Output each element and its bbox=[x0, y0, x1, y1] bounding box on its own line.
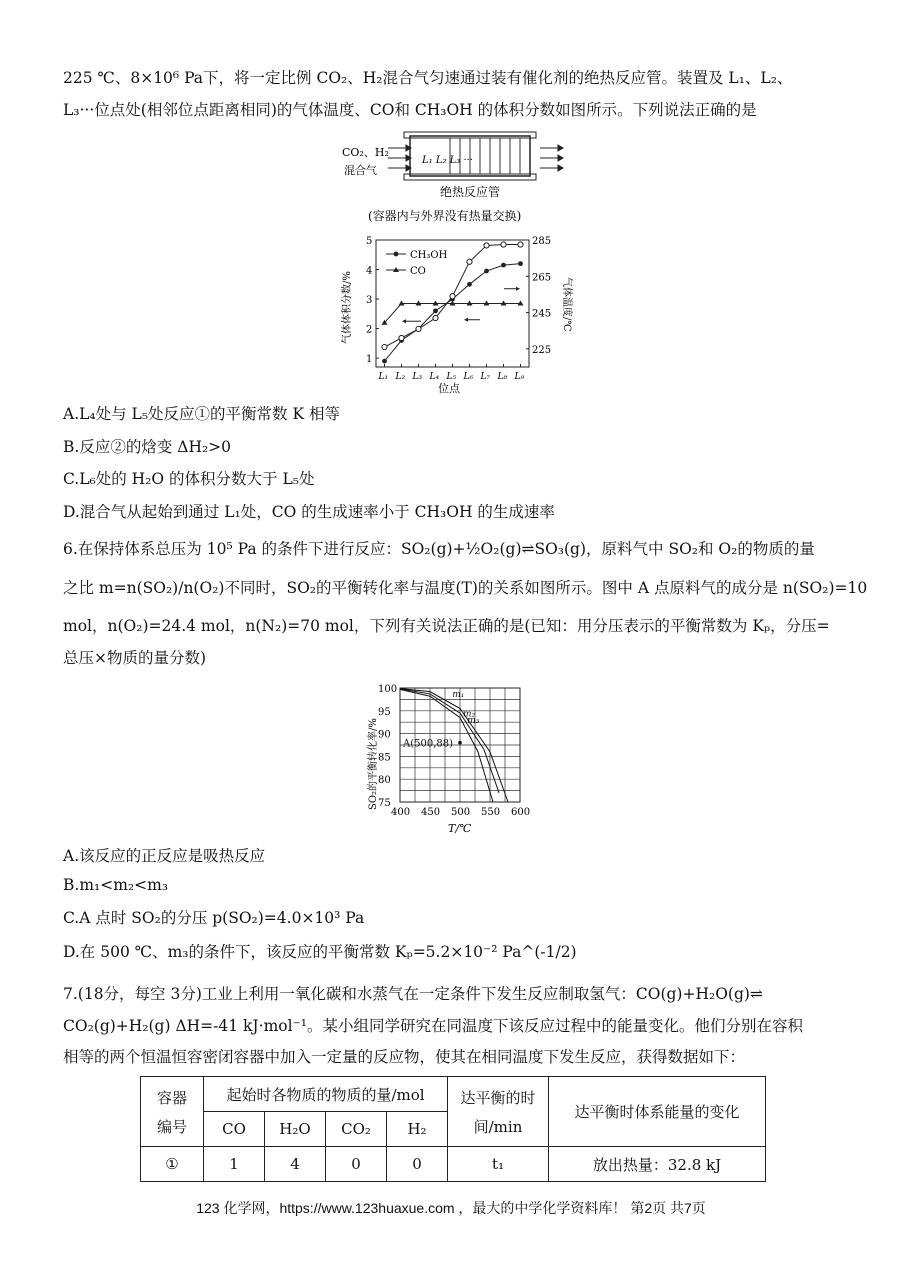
table-header-h2: H₂ bbox=[387, 1112, 448, 1147]
q6-option-d: D.在 500 ℃、m₃的条件下，该反应的平衡常数 Kₚ=5.2×10⁻² Pa^(-1/2) bbox=[63, 943, 577, 961]
chart1-y-tick-label: 1 bbox=[366, 354, 373, 366]
chart1-x-tick-label: L₅ bbox=[446, 372, 457, 382]
cell-h2o: 4 bbox=[265, 1147, 326, 1182]
chart1-point bbox=[433, 308, 438, 313]
chart2-y-tick-label: 90 bbox=[378, 729, 391, 741]
chart2-y-tick-label: 95 bbox=[378, 706, 391, 718]
left-arrow-head bbox=[402, 319, 406, 323]
chart1-x-tick-label: L₁ bbox=[378, 372, 389, 382]
q5-option-b: B.反应②的焓变 ΔH₂>0 bbox=[63, 438, 232, 456]
q7-text-line-1: 7.(18分，每空 3分)工业上利用一氧化碳和水蒸气在一定条件下发生反应制取氢气：CO(g)+H₂O(g)⇌ bbox=[63, 985, 763, 1003]
chart1-point bbox=[484, 243, 489, 248]
chart2-series-label: m₁ bbox=[452, 690, 465, 701]
right-arrow-head bbox=[516, 287, 520, 291]
chart1-point bbox=[467, 259, 472, 264]
position-labels: L₁ L₂ L₃ ··· bbox=[422, 155, 474, 166]
reactor-tube-diagram bbox=[340, 128, 580, 228]
cell-co2: 0 bbox=[326, 1147, 387, 1182]
left-arrow-head bbox=[464, 318, 468, 322]
chart1-x-tick-label: L₉ bbox=[514, 372, 525, 382]
chart2-x-axis-label: T/℃ bbox=[448, 822, 472, 835]
page-footer: 123 化学网，https://www.123huaxue.com ，最大的中学化学资料库！ 第2页 共7页 bbox=[196, 1200, 706, 1216]
chart2-x-tick-label: 400 bbox=[391, 807, 411, 818]
chart1-x-tick-label: L₂ bbox=[395, 372, 406, 382]
chart2-point-a-label: A(500,88) bbox=[403, 738, 454, 750]
chart1-point bbox=[433, 315, 438, 320]
chart2-y-tick-label: 75 bbox=[378, 798, 391, 809]
chart2-y-tick-label: 85 bbox=[378, 752, 391, 764]
q6-text-line-4: 总压×物质的量分数) bbox=[63, 649, 207, 667]
chart1-point bbox=[501, 263, 506, 268]
chart1-right-tick-label: 225 bbox=[532, 344, 552, 356]
chart1-point bbox=[501, 242, 506, 247]
chart1-point bbox=[399, 335, 404, 340]
q6-option-b: B.m₁<m₂<m₃ bbox=[63, 876, 169, 894]
chart1-right-axis-label: 气体温度/℃ bbox=[561, 277, 572, 332]
inlet-label-2: 混合气 bbox=[344, 164, 377, 177]
q5-text-line-2: L₃···位点处(相邻位点距离相同)的气体温度、CO和 CH₃OH 的体积分数如图所示。下列说法正确的是 bbox=[63, 101, 757, 119]
tube-note: (容器内与外界没有热量交换) bbox=[368, 209, 522, 223]
chart1-point bbox=[518, 261, 523, 266]
chart1-point bbox=[484, 269, 489, 274]
chart1-right-tick-label: 285 bbox=[532, 236, 552, 247]
tube-label: 绝热反应管 bbox=[440, 185, 501, 199]
inlet-label-1: CO₂、H₂ bbox=[342, 146, 389, 159]
table-header-container: 容器 编号 bbox=[141, 1077, 204, 1147]
chart2-series-label: m₂ bbox=[463, 709, 476, 720]
chart2-x-tick-label: 600 bbox=[511, 807, 531, 818]
chart1-legend-label: CO bbox=[410, 266, 426, 277]
table-header-co: CO bbox=[204, 1112, 265, 1147]
chart1-point bbox=[382, 344, 387, 349]
chart1-point bbox=[467, 282, 472, 287]
q6-text-line-2: 之比 m=n(SO₂)/n(O₂)不同时，SO₂的平衡转化率与温度(T)的关系如图所示。图中 A 点原料气的成分是 n(SO₂)=10 bbox=[63, 579, 868, 597]
chart1-y-tick-label: 3 bbox=[366, 295, 373, 307]
chart1-x-tick-label: L₆ bbox=[463, 372, 474, 382]
chart-volume-fraction-temperature bbox=[336, 232, 576, 397]
q7-text-line-2: CO₂(g)+H₂(g) ΔH=-41 kJ·mol⁻¹。某小组同学研究在同温度下该反应过程中的能量变化。他们分别在容积 bbox=[63, 1017, 803, 1035]
chart2-x-tick-label: 450 bbox=[421, 807, 441, 818]
chart1-x-axis-label: 位点 bbox=[438, 382, 460, 395]
table-header-time: 达平衡的时 间/min bbox=[448, 1077, 549, 1147]
chart1-x-tick-label: L₈ bbox=[497, 372, 508, 382]
q7-text-line-3: 相等的两个恒温恒容密闭容器中加入一定量的反应物，使其在相同温度下发生反应，获得数据如下： bbox=[63, 1048, 746, 1066]
chart1-legend-marker bbox=[394, 252, 399, 257]
chart1-x-tick-label: L₃ bbox=[412, 372, 423, 382]
cell-energy: 放出热量：32.8 kJ bbox=[549, 1147, 766, 1182]
chart2-y-tick-label: 80 bbox=[378, 775, 391, 787]
q6-option-a: A.该反应的正反应是吸热反应 bbox=[63, 847, 266, 865]
chart2-x-tick-label: 500 bbox=[451, 807, 471, 818]
chart2-series-label: m₃ bbox=[467, 716, 480, 727]
chart1-x-tick-label: L₄ bbox=[429, 372, 440, 382]
chart1-legend-label: CH₃OH bbox=[410, 250, 448, 261]
table-header-energy: 达平衡时体系能量的变化 bbox=[549, 1077, 766, 1147]
chart1-series-line bbox=[385, 264, 521, 361]
chart2-y-axis-label: SO₂的平衡转化率/% bbox=[368, 718, 379, 810]
q5-option-c: C.L₆处的 H₂O 的体积分数大于 L₅处 bbox=[63, 470, 315, 488]
q5-option-a: A.L₄处与 L₅处反应①的平衡常数 K 相等 bbox=[63, 405, 340, 423]
chart1-y-tick-label: 4 bbox=[366, 265, 373, 277]
cell-co: 1 bbox=[204, 1147, 265, 1182]
table-row bbox=[141, 1147, 766, 1182]
chart1-point bbox=[382, 359, 387, 364]
q6-text-line-3: mol，n(O₂)=24.4 mol，n(N₂)=70 mol，下列有关说法正确的是(已知：用分压表示的平衡常数为 Kₚ，分压= bbox=[63, 617, 830, 635]
cell-h2: 0 bbox=[387, 1147, 448, 1182]
chart1-y-tick-label: 2 bbox=[366, 324, 373, 336]
chart2-y-tick-label: 100 bbox=[378, 684, 398, 695]
table-header-co2: CO₂ bbox=[326, 1112, 387, 1147]
chart1-right-tick-label: 265 bbox=[532, 272, 552, 284]
table-header-initial: 起始时各物质的物质的量/mol bbox=[204, 1077, 448, 1112]
chart1-y-tick-label: 5 bbox=[366, 236, 373, 247]
q6-option-c: C.A 点时 SO₂的分压 p(SO₂)=4.0×10³ Pa bbox=[63, 909, 365, 927]
cell-id: ① bbox=[141, 1147, 204, 1182]
q5-text-line-1: 225 ℃、8×10⁶ Pa下，将一定比例 CO₂、H₂混合气匀速通过装有催化剂的绝热反应管。装置及 L₁、L₂、 bbox=[63, 69, 793, 87]
chart-so2-conversion bbox=[364, 682, 544, 842]
chart2-x-tick-label: 550 bbox=[481, 807, 501, 818]
chart1-right-tick-label: 245 bbox=[532, 308, 552, 320]
q6-text-line-1: 6.在保持体系总压为 10⁵ Pa 的条件下进行反应：SO₂(g)+½O₂(g)⇌SO₃(g)，原料气中 SO₂和 O₂的物质的量 bbox=[63, 540, 815, 558]
chart1-point bbox=[450, 294, 455, 299]
chart1-point bbox=[518, 242, 523, 247]
chart1-y-axis-label: 气体体积分数/% bbox=[342, 271, 353, 344]
chart2-point-a bbox=[458, 741, 462, 745]
cell-time: t₁ bbox=[448, 1147, 549, 1182]
equilibrium-data-table bbox=[140, 1076, 766, 1182]
chart1-point bbox=[416, 326, 421, 331]
q5-option-d: D.混合气从起始到通过 L₁处，CO 的生成速率小于 CH₃OH 的生成速率 bbox=[63, 503, 555, 521]
table-header-h2o: H₂O bbox=[265, 1112, 326, 1147]
chart1-x-tick-label: L₇ bbox=[480, 372, 491, 382]
